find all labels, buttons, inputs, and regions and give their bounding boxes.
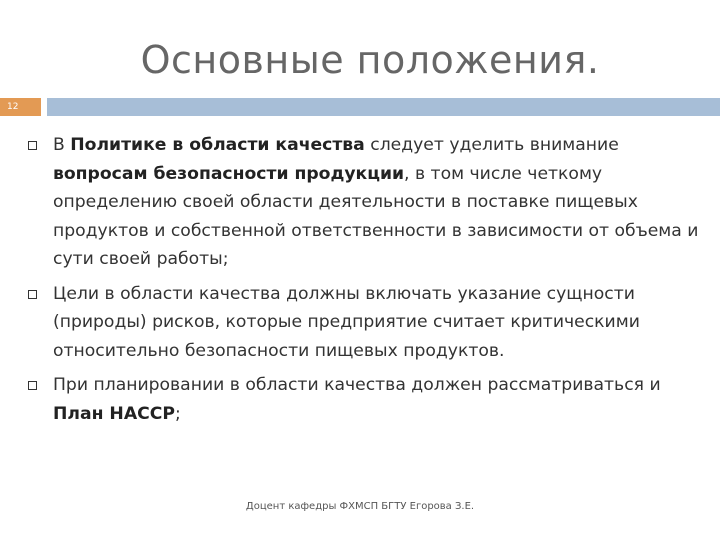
footer-author: Доцент кафедры ФХМСП БГТУ Егорова З.Е. <box>245 501 475 512</box>
bullet-item <box>28 280 708 366</box>
bullet-text: В Политике в области качества следует уделить внимание вопросам безопасности продукции, в том числе четкому определению своей области деятельности в поставке пищевых продуктов и собственной ответственности в зависимости от объема и сути своей работы; <box>53 135 699 269</box>
bullet-text: Цели в области качества должны включать указание сущности (природы) рисков, которые предприятие считает критическими относительно безопасности пищевых продуктов. <box>53 283 640 361</box>
bullet-item <box>28 131 708 274</box>
square-bullet-icon <box>28 381 37 390</box>
bullet-item <box>28 371 708 428</box>
slide-title: Основные положения. <box>140 38 600 82</box>
bullet-list <box>28 131 708 434</box>
header-band <box>47 98 720 116</box>
bullet-text: При планировании в области качества должен рассматриваться и План НАССР; <box>53 375 661 424</box>
slide-number: 12 <box>7 102 19 112</box>
square-bullet-icon <box>28 290 37 299</box>
square-bullet-icon <box>28 141 37 150</box>
